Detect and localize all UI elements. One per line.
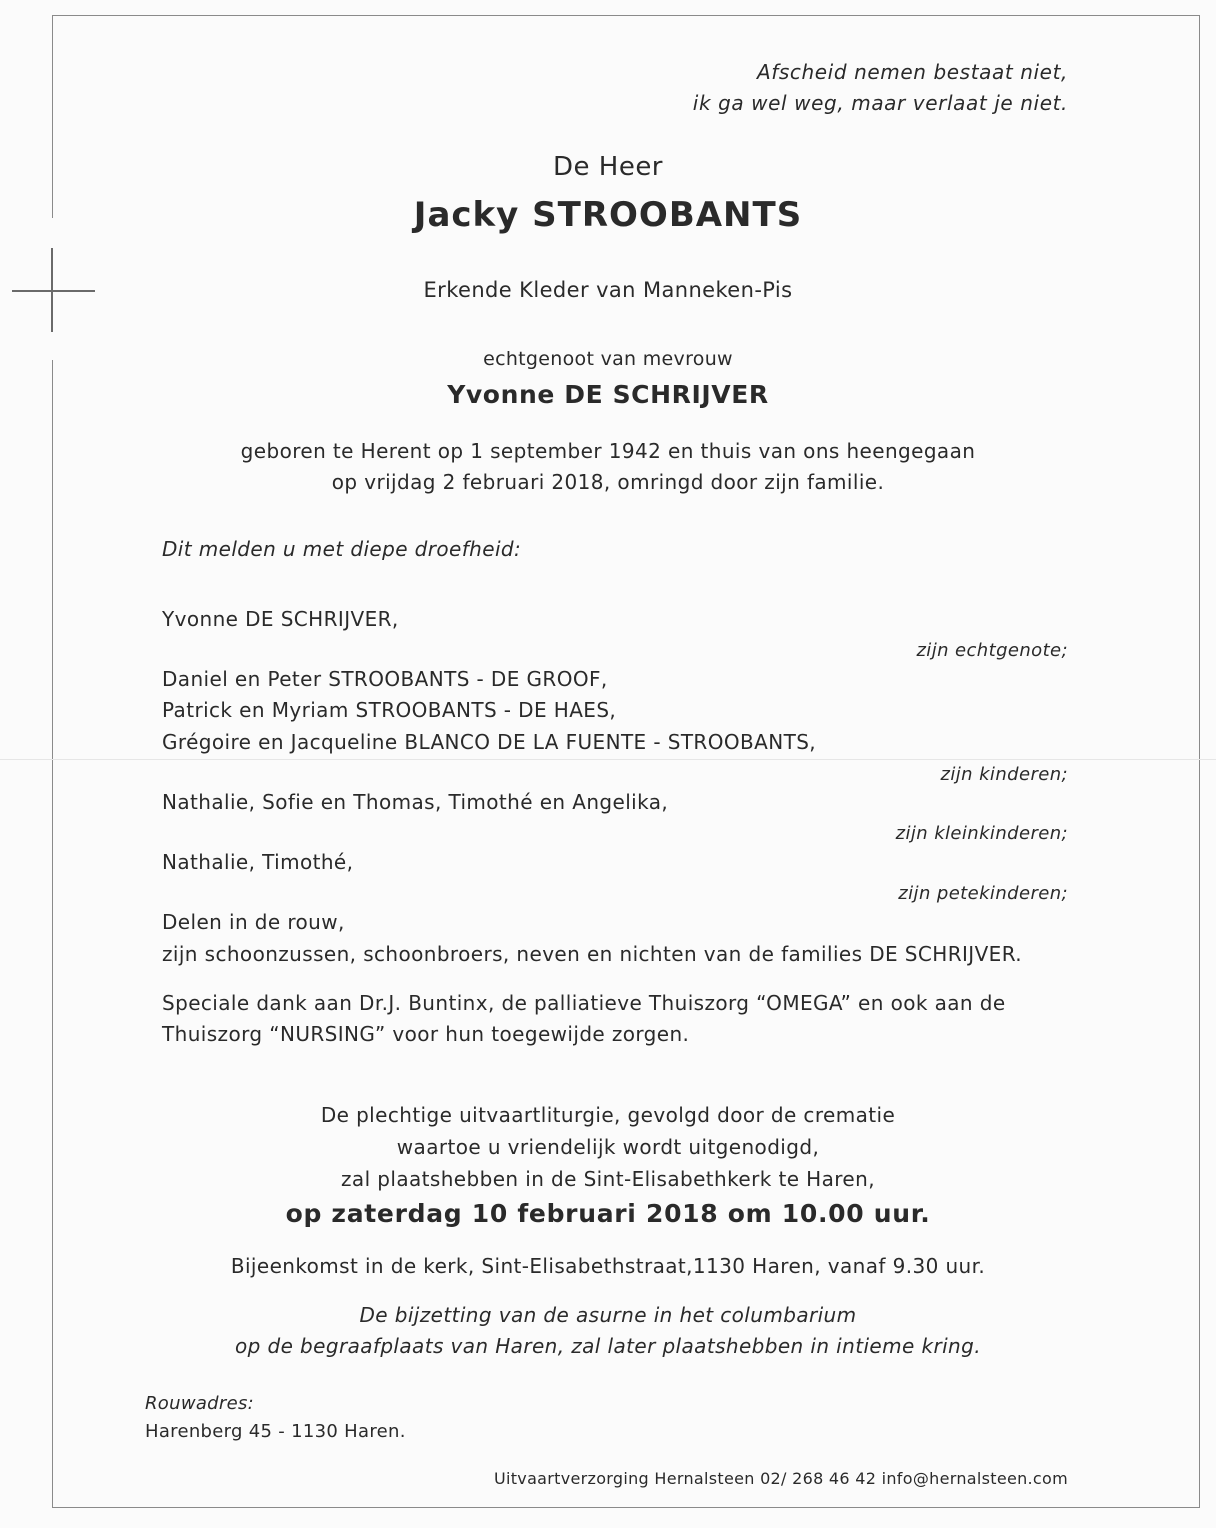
- birth-line-2: op vrijdag 2 februari 2018, omringd door zijn familie.: [331, 470, 885, 494]
- quote-line-2: ik ga wel weg, maar verlaat je niet.: [692, 91, 1068, 115]
- urn-line-1: De bijzetting van de asurne in het columbarium: [359, 1303, 857, 1327]
- announcement-intro: Dit melden u met diepe droefheid:: [162, 537, 522, 561]
- role-godchildren: zijn petekinderen;: [898, 883, 1068, 904]
- funeral-line-2: waartoe u vriendelijk wordt uitgenodigd,: [396, 1135, 820, 1159]
- deceased-name: Jacky STROOBANTS: [413, 195, 803, 235]
- thanks-line-1: Speciale dank aan Dr.J. Buntinx, de palliatieve Thuiszorg “OMEGA” en ook aan de: [162, 991, 1006, 1015]
- birth-line-1: geboren te Herent op 1 september 1942 en thuis van ons heengegaan: [240, 439, 976, 463]
- funeral-line-1: De plechtige uitvaartliturgie, gevolgd door de crematie: [320, 1103, 896, 1127]
- family-godchildren: Nathalie, Timothé,: [162, 850, 354, 874]
- honorific: De Heer: [552, 152, 663, 182]
- undertaker-footer: Uitvaartverzorging Hernalsteen 02/ 268 46 42 info@hernalsteen.com: [493, 1469, 1068, 1488]
- family-child: Daniel en Peter STROOBANTS - DE GROOF,: [162, 667, 608, 691]
- family-spouse: Yvonne DE SCHRIJVER,: [162, 607, 399, 631]
- gathering-info: Bijeenkomst in de kerk, Sint-Elisabethstraat,1130 Haren, vanaf 9.30 uur.: [230, 1254, 986, 1278]
- fold-line: [0, 759, 1216, 760]
- funeral-line-3: zal plaatshebben in de Sint-Elisabethkerk te Haren,: [341, 1167, 875, 1191]
- thanks-line-2: Thuiszorg “NURSING” voor hun toegewijde zorgen.: [162, 1022, 690, 1046]
- mourning-line-2: zijn schoonzussen, schoonbroers, neven en nichten van de families DE SCHRIJVER.: [162, 942, 1023, 966]
- address-label: Rouwadres:: [145, 1393, 255, 1414]
- funeral-date: op zaterdag 10 februari 2018 om 10.00 uur.: [285, 1199, 931, 1228]
- card-border: [52, 15, 1200, 1508]
- family-child: Grégoire en Jacqueline BLANCO DE LA FUENTE - STROOBANTS,: [162, 730, 817, 754]
- spouse-intro: echtgenoot van mevrouw: [483, 348, 733, 370]
- role-grandchildren: zijn kleinkinderen;: [895, 823, 1068, 844]
- deceased-function: Erkende Kleder van Manneken-Pis: [423, 278, 793, 302]
- family-child: Patrick en Myriam STROOBANTS - DE HAES,: [162, 698, 617, 722]
- role-children: zijn kinderen;: [940, 764, 1068, 785]
- urn-line-2: op de begraafplaats van Haren, zal later plaatshebben in intieme kring.: [235, 1334, 981, 1358]
- address-value: Harenberg 45 - 1130 Haren.: [145, 1421, 406, 1442]
- mourning-line-1: Delen in de rouw,: [162, 910, 345, 934]
- spouse-name: Yvonne DE SCHRIJVER: [447, 380, 769, 409]
- family-grandchildren: Nathalie, Sofie en Thomas, Timothé en Angelika,: [162, 790, 669, 814]
- role-spouse: zijn echtgenote;: [916, 640, 1068, 661]
- quote-line-1: Afscheid nemen bestaat niet,: [756, 60, 1068, 84]
